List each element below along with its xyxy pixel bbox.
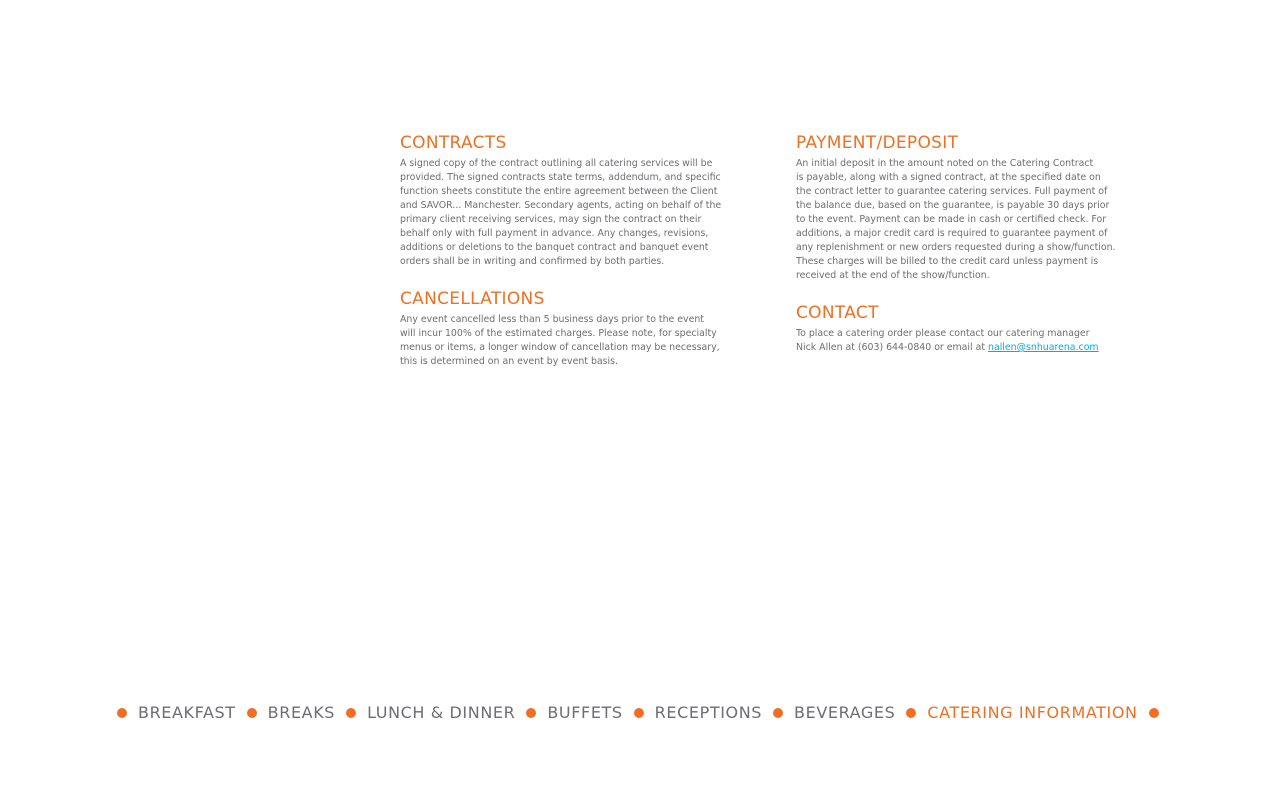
body-line: will incur 100% of the estimated charges. Please note, for specialty <box>400 328 717 339</box>
nav-item-catering-information[interactable]: CATERING INFORMATION <box>927 703 1138 722</box>
nav-item-beverages[interactable]: BEVERAGES <box>794 703 896 722</box>
body-line: primary client receiving services, may sign the contract on their <box>400 214 702 225</box>
bullet-dot <box>773 708 783 718</box>
nav-item-breaks[interactable]: BREAKS <box>267 703 336 722</box>
contact-section <box>796 302 1099 355</box>
bullet-dot <box>526 708 536 718</box>
bullet-dot <box>1149 708 1159 718</box>
payment-section <box>796 132 1116 283</box>
section-nav <box>117 701 1159 725</box>
contracts-heading: CONTRACTS <box>400 133 507 153</box>
contracts-body <box>400 157 721 269</box>
nav-item-receptions[interactable]: RECEPTIONS <box>654 703 763 722</box>
nav-item-buffets[interactable]: BUFFETS <box>547 703 623 722</box>
body-line: behalf only with full payment in advance. Any changes, revisions, <box>400 228 709 239</box>
bullet-dot <box>117 708 127 718</box>
body-line: received at the end of the show/function. <box>796 270 990 281</box>
body-line: to the event. Payment can be made in cash or certified check. For <box>796 214 1107 225</box>
cancellations-body <box>400 313 720 369</box>
nav-item-breakfast[interactable]: BREAKFAST <box>138 703 236 722</box>
cancellations-section <box>400 288 720 369</box>
body-line: is payable, along with a signed contract, at the specified date on <box>796 172 1101 183</box>
body-line: A signed copy of the contract outlining all catering services will be <box>400 158 713 169</box>
cancellations-heading: CANCELLATIONS <box>400 289 545 309</box>
contact-body <box>796 327 1099 355</box>
bullet-dot <box>906 708 916 718</box>
contact-heading: CONTACT <box>796 303 879 323</box>
body-line: and SAVOR... Manchester. Secondary agents, acting on behalf of the <box>400 200 722 211</box>
body-line: the contract letter to guarantee catering services. Full payment of <box>796 186 1108 197</box>
bullet-dot <box>634 708 644 718</box>
payment-body <box>796 157 1116 283</box>
body-line: To place a catering order please contact our catering manager <box>796 328 1090 339</box>
contracts-section <box>400 132 721 269</box>
body-line: the balance due, based on the guarantee, is payable 30 days prior <box>796 200 1110 211</box>
email-link[interactable]: nallen@snhuarena.com <box>988 342 1099 353</box>
bullet-dot <box>247 708 257 718</box>
body-line: provided. The signed contracts state terms, addendum, and specific <box>400 172 721 183</box>
body-line: additions, a major credit card is required to guarantee payment of <box>796 228 1108 239</box>
body-line: this is determined on an event by event basis. <box>400 356 619 367</box>
nav-item-lunch-dinner[interactable]: LUNCH & DINNER <box>367 703 516 722</box>
body-line: menus or items, a longer window of cancellation may be necessary, <box>400 342 720 353</box>
bullet-dot <box>346 708 356 718</box>
body-line: any replenishment or new orders requested during a show/function. <box>796 242 1116 253</box>
body-line: additions or deletions to the banquet contract and banquet event <box>400 242 709 253</box>
body-line: These charges will be billed to the credit card unless payment is <box>796 256 1099 267</box>
body-line: An initial deposit in the amount noted on the Catering Contract <box>796 158 1094 169</box>
body-line: Nick Allen at (603) 644-0840 or email at <box>796 342 989 353</box>
body-line: function sheets constitute the entire agreement between the Client <box>400 186 718 197</box>
body-line: orders shall be in writing and confirmed by both parties. <box>400 256 665 267</box>
payment-heading: PAYMENT/DEPOSIT <box>796 133 959 153</box>
body-line: Any event cancelled less than 5 business days prior to the event <box>400 314 704 325</box>
